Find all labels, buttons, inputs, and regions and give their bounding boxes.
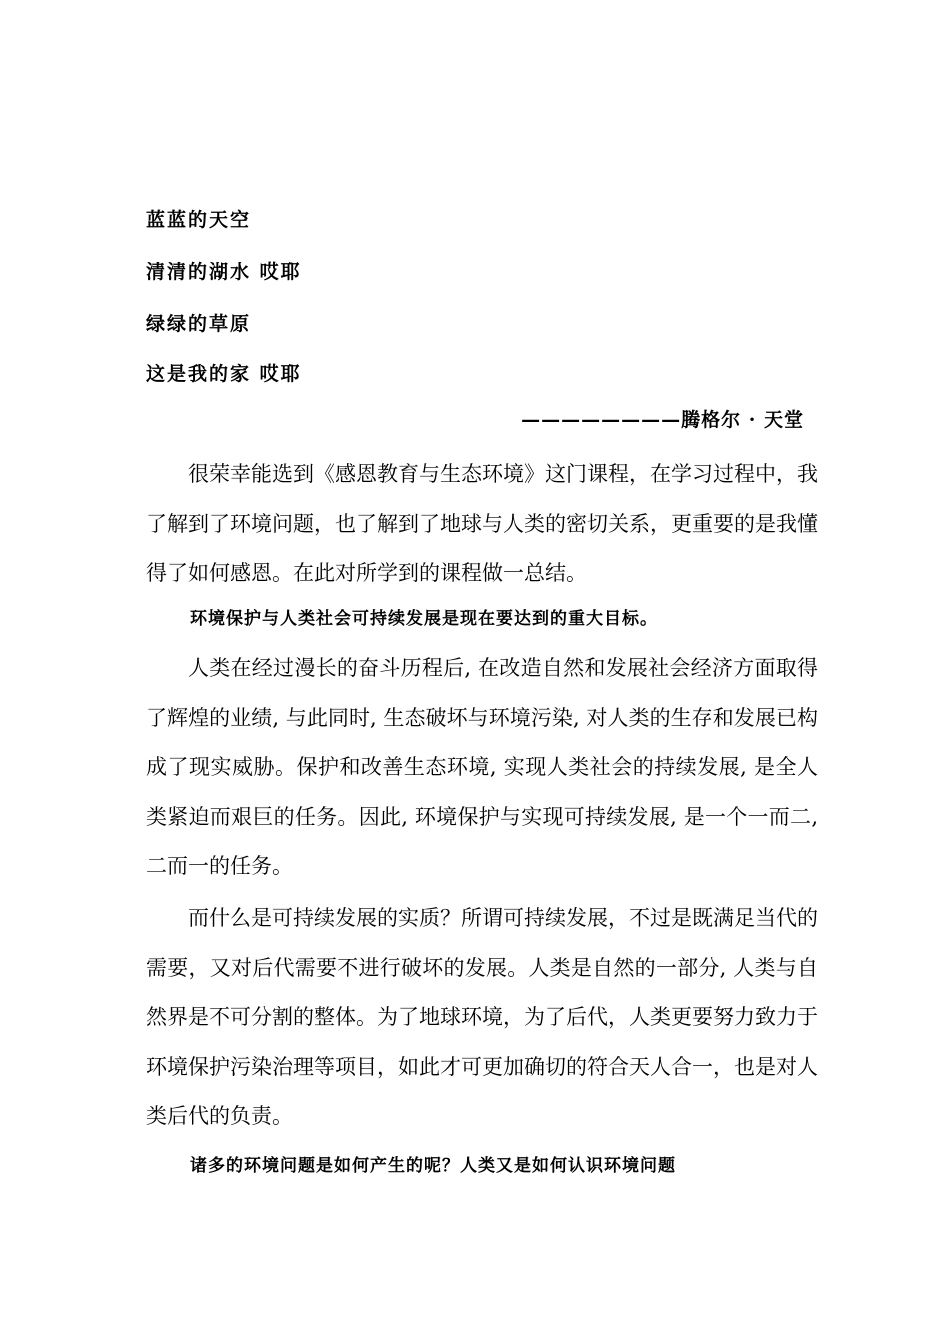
section-heading-1: 环境保护与人类社会可持续发展是现在要达到的重大目标。 bbox=[190, 609, 658, 629]
poem-attribution: ————————腾格尔 · 天堂 bbox=[521, 409, 804, 431]
poem-line-2: 清清的湖水 哎耶 bbox=[146, 261, 302, 283]
poem-line-4: 这是我的家 哎耶 bbox=[146, 363, 302, 385]
section1-paragraph-2: 而什么是可持续发展的实质？所谓可持续发展，不过是既满足当代的需要，又对后代需要不进行破坏的发展。人类是自然的一部分, 人类与自然界是不可分割的整体。为了地球环境，为了后代，人类更要努力致力于环境保护污染治理等项目，如此才可更加确切的符合天人合一，也是对人类后代的负责。 bbox=[146, 906, 818, 1128]
section-heading-2: 诸多的环境问题是如何产生的呢？人类又是如何认识环境问题 bbox=[190, 1156, 676, 1176]
poem-line-1: 蓝蓝的天空 bbox=[146, 209, 252, 231]
intro-paragraph: 很荣幸能选到《感恩教育与生态环境》这门课程，在学习过程中，我了解到了环境问题，也了解到了地球与人类的密切关系，更重要的是我懂得了如何感恩。在此对所学到的课程做一总结。 bbox=[146, 462, 818, 585]
section1-paragraph-1: 人类在经过漫长的奋斗历程后, 在改造自然和发展社会经济方面取得了辉煌的业绩, 与此同时, 生态破坏与环境污染, 对人类的生存和发展已构成了现实威胁。保护和改善生态环境, 实现人类社会的持续发展, 是全人类紧迫而艰巨的任务。因此, 环境保护与实现可持续发展, 是一个一而二, 二而一的任务。 bbox=[146, 656, 818, 878]
poem-line-3: 绿绿的草原 bbox=[146, 313, 252, 335]
